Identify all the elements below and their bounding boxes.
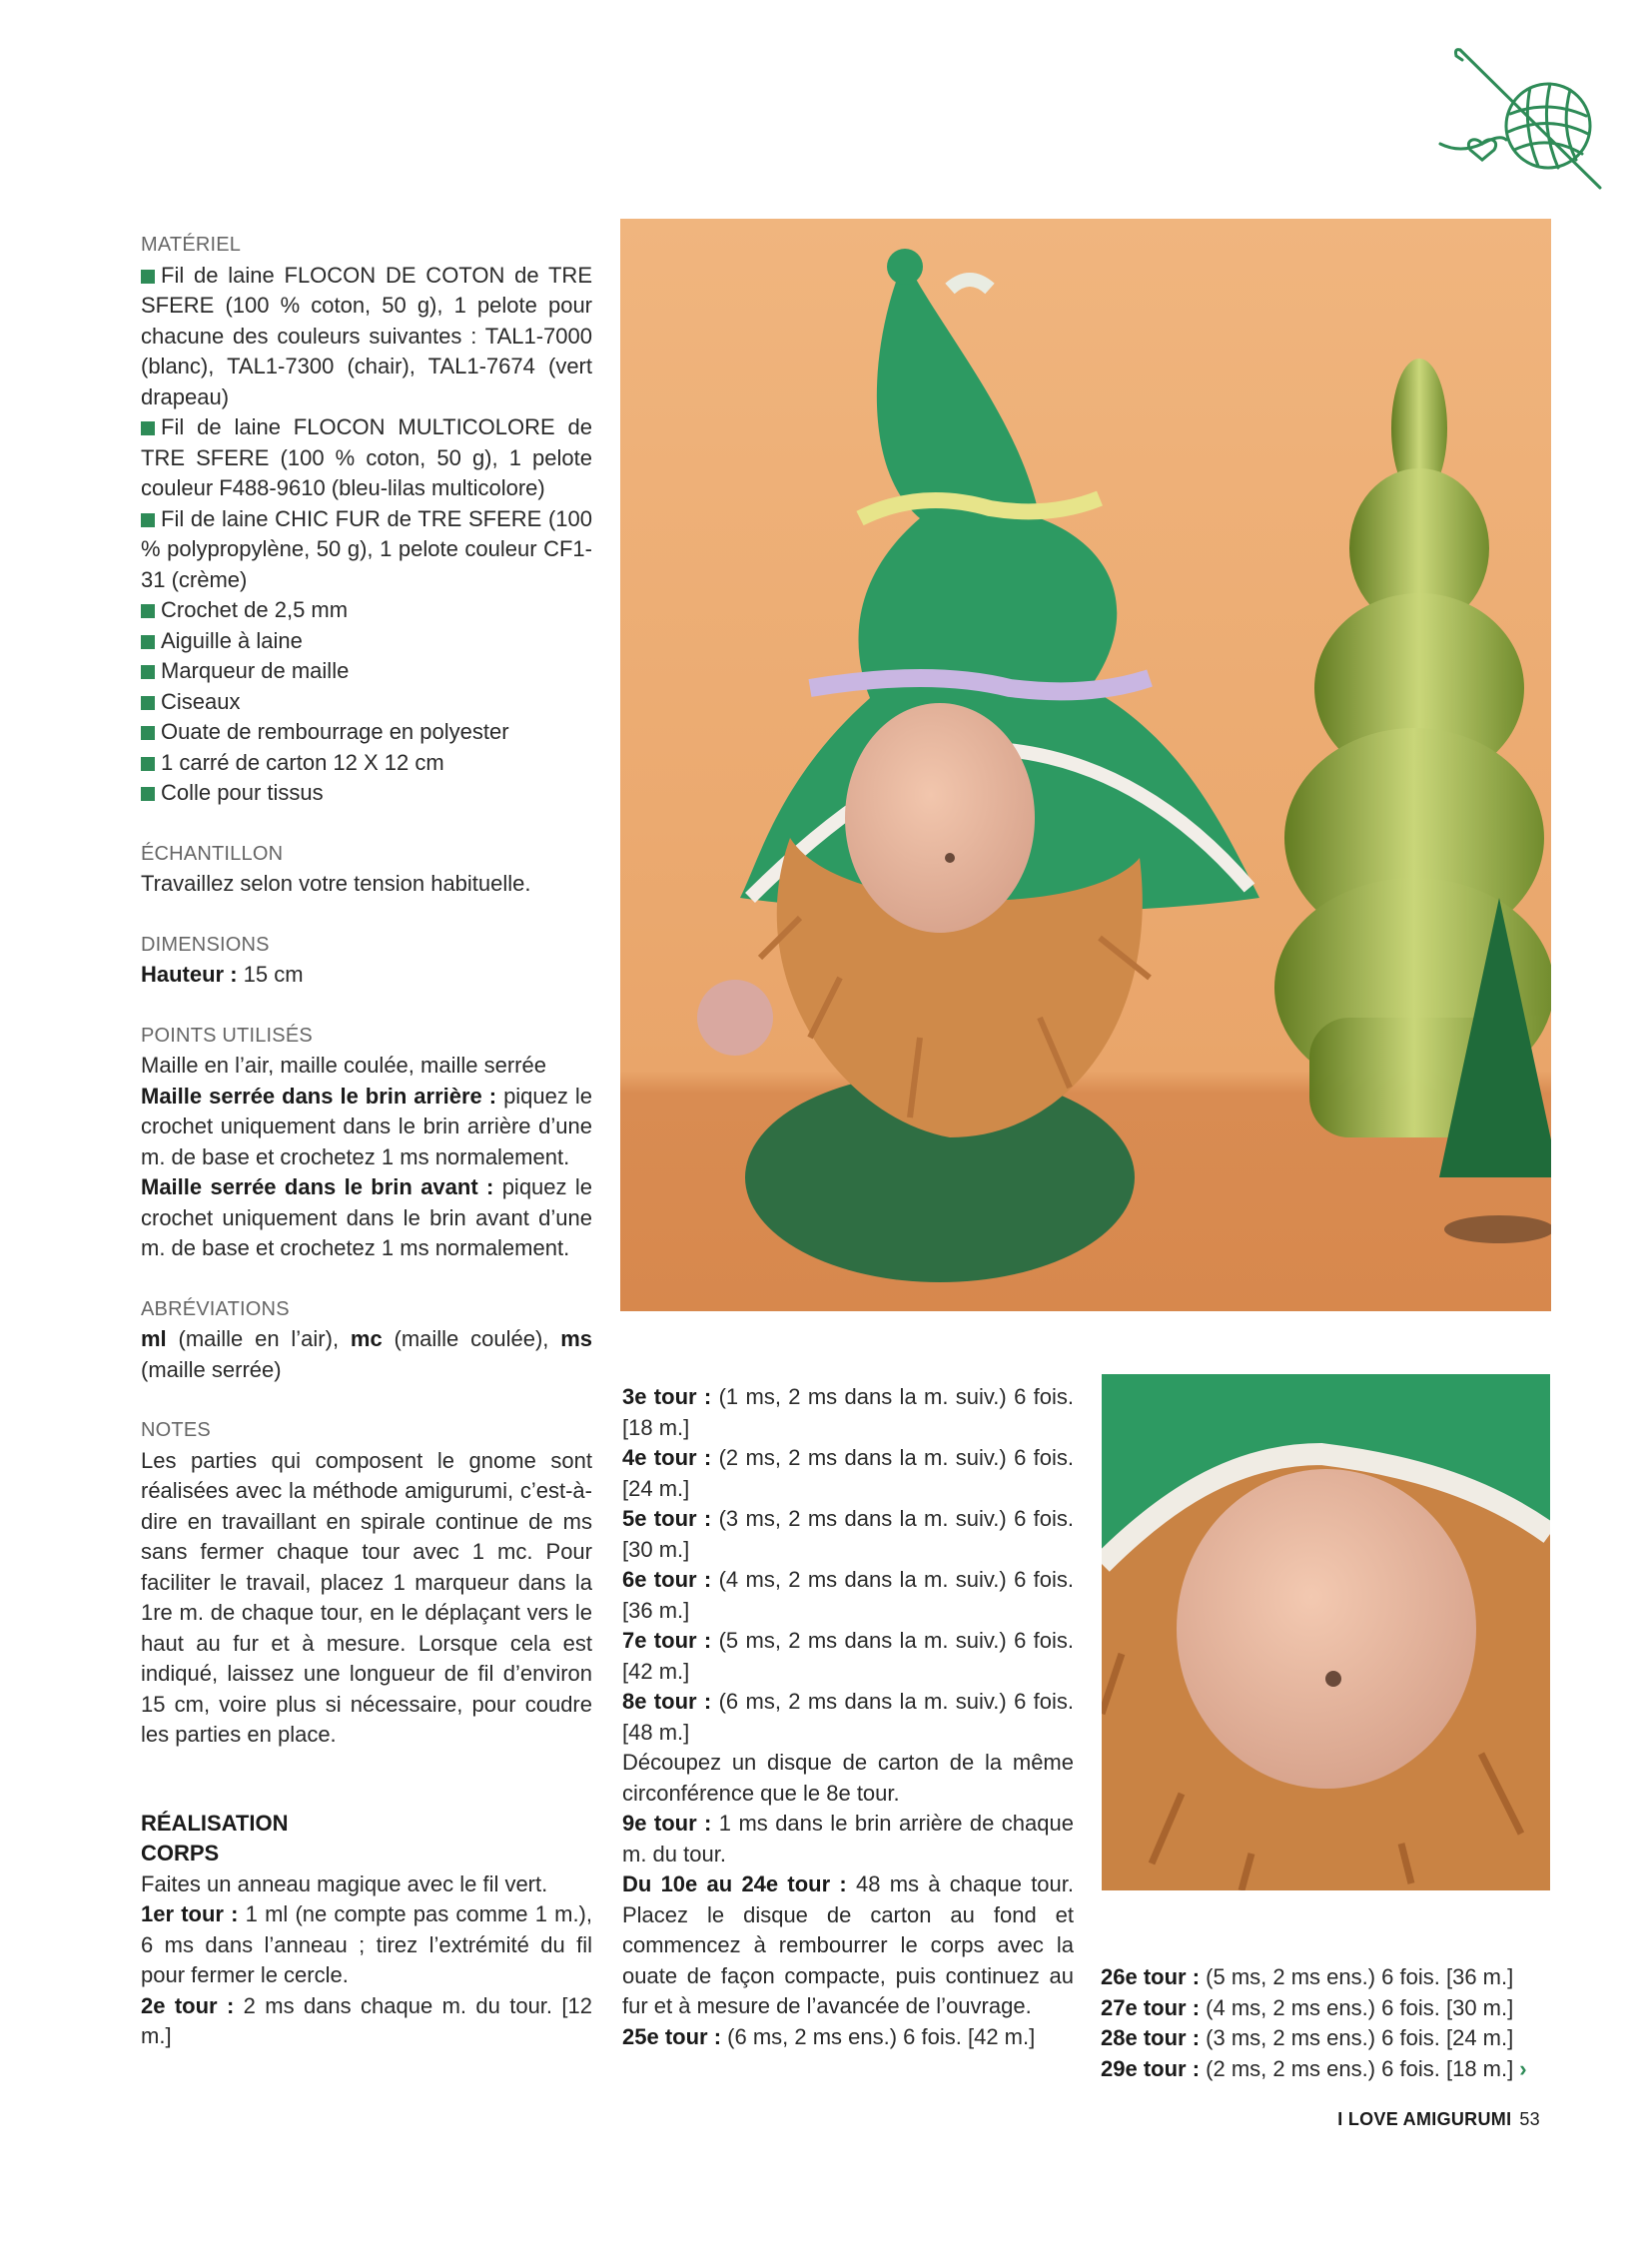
round-row <box>622 1869 1074 2022</box>
round-text: (4 ms, 2 ms dans la m. suiv.) 6 fois. [36 m.] <box>622 1567 1074 1623</box>
round-label: 25e tour : <box>622 2023 722 2049</box>
round-label: 6e tour : <box>622 1567 712 1592</box>
round-label: 9e tour : <box>622 1811 712 1836</box>
points-paragraph-2 <box>141 1172 592 1264</box>
points-line: Maille en l’air, maille coulée, maille serrée <box>141 1053 546 1078</box>
round-row <box>1101 1993 1550 2024</box>
left-column <box>141 230 592 2052</box>
abbr-ml: ml <box>141 1326 167 1351</box>
round-text: 1 ms dans le brin arrière de chaque m. du tour. <box>622 1811 1074 1867</box>
round-row <box>1101 1962 1550 1993</box>
materiel-title: MATÉRIEL <box>141 234 242 256</box>
gnome-main-photo <box>620 219 1551 1311</box>
round-text: Découpez un disque de carton de la même circonférence que le 8e tour. <box>622 1750 1074 1806</box>
round-row <box>622 1565 1074 1626</box>
dimensions-value: 15 cm <box>237 962 304 987</box>
dimensions-label: Hauteur : <box>141 962 238 987</box>
round-label: 26e tour : <box>1101 1964 1201 1989</box>
materiel-item: Fil de laine FLOCON MULTICOLORE de TRE SFERE (100 % coton, 50 g), 1 pelote couleur F488-9610 (bleu-lilas multicolore) <box>141 412 592 504</box>
continue-arrow-icon: › <box>1519 2055 1527 2081</box>
materiel-item: 1 carré de carton 12 X 12 cm <box>141 748 592 779</box>
points-paragraph-1 <box>141 1082 592 1173</box>
points-p2-text: piquez le crochet uniquement dans le brin avant d’une m. de base et crochetez 1 ms normalement. <box>141 1174 592 1260</box>
corps-subtitle-text: CORPS <box>141 1841 220 1866</box>
notes-text: Les parties qui composent le gnome sont réalisées avec la méthode amigurumi, c’est-à-dire en travaillant en spirale continue de ms sans fermer chaque tour avec 1 mc. Pour faciliter le travail, placez 1 marqueur dans la 1re m. de chaque tour, en le déplaçant vers le haut au fur et à mesure. Lorsque cela est indiqué, laissez une longueur de fil d’environ 15 cm, voire plus si nécessaire, pour coudre les parties en place. <box>141 1447 592 1747</box>
abbr-ms-text: (maille serrée) <box>141 1356 282 1382</box>
points-p1-text: piquez le crochet uniquement dans le brin arrière d’une m. de base et crochetez 1 ms normalement. <box>141 1083 592 1169</box>
materiel-item: Crochet de 2,5 mm <box>141 595 592 626</box>
dimensions-line <box>141 960 592 991</box>
round-row <box>622 1443 1074 1504</box>
round-row <box>622 1748 1074 1809</box>
round-label: 27e tour : <box>1101 1994 1201 2020</box>
round-row <box>141 1991 592 2052</box>
round-label: Du 10e au 24e tour : <box>622 1871 847 1896</box>
round-row <box>1101 2023 1550 2054</box>
magazine-brand: I LOVE AMIGURUMI <box>1337 2109 1512 2129</box>
round-row <box>622 1504 1074 1565</box>
abreviations-title: ABRÉVIATIONS <box>141 1297 290 1320</box>
round-text: (6 ms, 2 ms dans la m. suiv.) 6 fois. [48 m.] <box>622 1689 1074 1745</box>
dimensions-title: DIMENSIONS <box>141 933 270 956</box>
round-text: (5 ms, 2 ms dans la m. suiv.) 6 fois. [42 m.] <box>622 1628 1074 1684</box>
round-label: 1er tour : <box>141 1901 239 1926</box>
abbr-ms: ms <box>560 1326 592 1351</box>
round-row <box>1101 2054 1550 2085</box>
round-text: (1 ms, 2 ms dans la m. suiv.) 6 fois. [18 m.] <box>622 1384 1074 1440</box>
corps-intro: Faites un anneau magique avec le fil vert. <box>141 1870 548 1896</box>
abreviations-text <box>141 1324 592 1385</box>
echantillon-text: Travaillez selon votre tension habituelle. <box>141 871 531 896</box>
round-row <box>622 1687 1074 1748</box>
materiel-item: Aiguille à laine <box>141 626 592 657</box>
round-label: 5e tour : <box>622 1506 712 1531</box>
round-text: (6 ms, 2 ms ens.) 6 fois. [42 m.] <box>721 2023 1036 2049</box>
round-label: 2e tour : <box>141 1992 235 2018</box>
round-label: 29e tour : <box>1101 2055 1201 2081</box>
round-row <box>622 1382 1074 1443</box>
round-text: (5 ms, 2 ms ens.) 6 fois. [36 m.] <box>1200 1964 1514 1989</box>
echantillon-title: ÉCHANTILLON <box>141 842 284 865</box>
gnome-detail-photo <box>1102 1374 1550 1890</box>
abbr-mc-text: (maille coulée), <box>382 1326 561 1351</box>
materiel-item: Marqueur de maille <box>141 656 592 687</box>
right-column <box>1101 1962 1550 2084</box>
middle-column <box>622 1382 1074 2052</box>
materiel-item: Fil de laine FLOCON DE COTON de TRE SFERE (100 % coton, 50 g), 1 pelote pour chacune des couleurs suivantes : TAL1-7000 (blanc), TAL1-7300 (chair), TAL1-7674 (vert drapeau) <box>141 261 592 413</box>
round-label: 7e tour : <box>622 1628 712 1653</box>
realisation-title <box>141 1809 592 1840</box>
points-p2-label: Maille serrée dans le brin avant : <box>141 1174 494 1199</box>
page-footer <box>1337 2109 1540 2130</box>
round-text: 1 ml (ne compte pas comme 1 m.), 6 ms dans l’anneau ; tirez l’extrémité du fil pour fermer le cercle. <box>141 1901 592 1987</box>
page-number: 53 <box>1519 2109 1540 2129</box>
round-row <box>622 1809 1074 1869</box>
points-title: POINTS UTILISÉS <box>141 1024 313 1047</box>
round-row <box>141 1899 592 1991</box>
yarn-ball-logo-icon <box>1430 44 1610 194</box>
round-text: (3 ms, 2 ms ens.) 6 fois. [24 m.] <box>1200 2025 1514 2050</box>
round-row <box>622 2022 1074 2053</box>
materiel-item: Colle pour tissus <box>141 778 592 809</box>
round-label: 8e tour : <box>622 1689 712 1714</box>
round-text: (2 ms, 2 ms dans la m. suiv.) 6 fois. [24 m.] <box>622 1445 1074 1501</box>
abbr-ml-text: (maille en l’air), <box>166 1326 351 1351</box>
materiel-item: Ouate de rembourrage en polyester <box>141 717 592 748</box>
round-text: (4 ms, 2 ms ens.) 6 fois. [30 m.] <box>1200 1994 1514 2020</box>
round-row <box>622 1626 1074 1687</box>
realisation-title-text: RÉALISATION <box>141 1810 289 1836</box>
round-text: 48 ms à chaque tour. Placez le disque de carton au fond et commencez à rembourrer le corps avec la ouate de façon compacte, puis continuez au fur et à mesure de l’avancée de l’ouvrage. <box>622 1871 1075 2018</box>
notes-title: NOTES <box>141 1419 211 1441</box>
round-text: 2 ms dans chaque m. du tour. [12 m.] <box>141 1992 592 2048</box>
abbr-mc: mc <box>350 1326 383 1351</box>
round-label: 3e tour : <box>622 1384 712 1409</box>
points-p1-label: Maille serrée dans le brin arrière : <box>141 1083 497 1109</box>
round-text: (2 ms, 2 ms ens.) 6 fois. [18 m.] <box>1200 2055 1514 2081</box>
round-text: (3 ms, 2 ms dans la m. suiv.) 6 fois. [30 m.] <box>622 1506 1074 1562</box>
round-label: 28e tour : <box>1101 2025 1201 2050</box>
materiel-item: Ciseaux <box>141 687 592 718</box>
round-label: 4e tour : <box>622 1445 712 1470</box>
corps-subtitle <box>141 1839 592 1869</box>
materiel-item: Fil de laine CHIC FUR de TRE SFERE (100 % polypropylène, 50 g), 1 pelote couleur CF1-31 (crème) <box>141 504 592 596</box>
